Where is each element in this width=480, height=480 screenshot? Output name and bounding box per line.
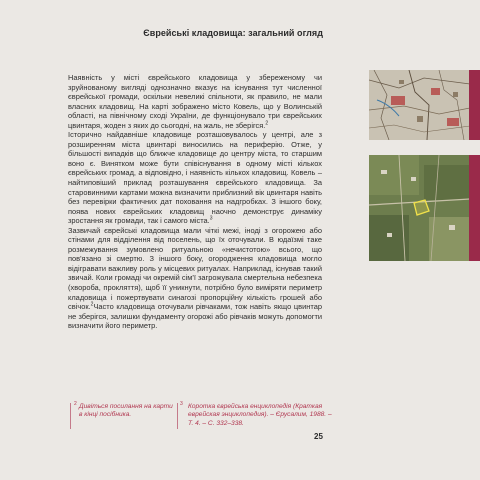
paragraph: Зазвичай єврейські кладовища мали чіткі межі, іноді з огорожею або стінами для відділення від поселень, що їх оточували. В юдаїзмі таке розмежування зумовлено ритуальною «нечистотою» всього, що пов'язано зі смертю. З іншого боку, огородження кладовища могло відігравати важливу роль у місцевих ритуалах. Наприклад, існував такий звичай. Коли громаді чи окремій сім'ї загрожувала смертельна небезпека (хвороба, прокляття), щоб її уникнути, потрібно було виміряти периметр кладовища і пожертвувати синагозі пропорційну кількість грошей або свічок.$^2$Часто кладовища оточували рівчаками, тож навіть якщо цвинтар не зберігся, залишки фундаменту огорожі або рівчаків можуть допомогти визначити його периметр.	[68, 225, 322, 331]
old-city-map-graphic	[369, 70, 470, 140]
old-city-map-image	[369, 70, 470, 140]
figure-accent-bar	[469, 155, 480, 261]
figure-accent-bar	[469, 70, 480, 140]
footnote-number: 3	[180, 401, 183, 407]
footnote-text: Дивіться посилання на карти в кінці посібника.	[79, 403, 173, 419]
running-title: Єврейські кладовища: загальний огляд	[143, 28, 323, 38]
footnote-number: 2	[74, 401, 77, 407]
satellite-map-image	[369, 155, 470, 261]
footnote-divider	[70, 403, 71, 429]
page-number: 25	[314, 432, 323, 441]
body-text	[68, 73, 322, 331]
note-mark: 2	[90, 301, 94, 308]
footnote-text: Коротка єврейська енциклопедія (Краткая еврейская энциклопедия). – Єрусалим, 1988. – Т. 4. – С. 332–338.	[188, 403, 332, 427]
satellite-map-graphic	[369, 155, 470, 261]
footnote	[74, 403, 174, 420]
footnote-divider	[177, 403, 178, 429]
footnote	[180, 403, 338, 428]
note-mark: 3	[209, 215, 213, 222]
paragraph: Історично найдавніше кладовище розташовувалось у центрі, але з розширенням міста цвинтарі виносились на периферію. Отже, у більшості випадків що ближче кладовище до центру міста, то старшим воно є. Винятком може бути співіснування в одному місті кількох єврейських громад, а відповідно, і наявність кількох кладовищ. Ковель – найтиповіший приклад розташування єврейського кладовища. За старовинними картами можна визначити приблизний вік цвинтаря навіть без перевірки фактичних дат поховання на надгробках. З іншого боку, поява нових єврейських кладовищ наочно демонструє динаміку зростання як громади, так і самого міста.$^3$	[68, 130, 322, 226]
paragraph: Наявність у місті єврейського кладовища у збереженому чи зруйнованому вигляді однозначно вказує на існування тут численної єврейської громади, оскільки невеликі спільноти, як правило, не мали власних кладовищ. На карті зображено місто Ковель, що у Волинській області, на північному сході України, де функціонувало три єврейських цвинтаря, жоден з яких до сьогодні, на жаль, не зберігся.$^2$	[68, 73, 322, 130]
note-mark: 2	[265, 120, 269, 127]
